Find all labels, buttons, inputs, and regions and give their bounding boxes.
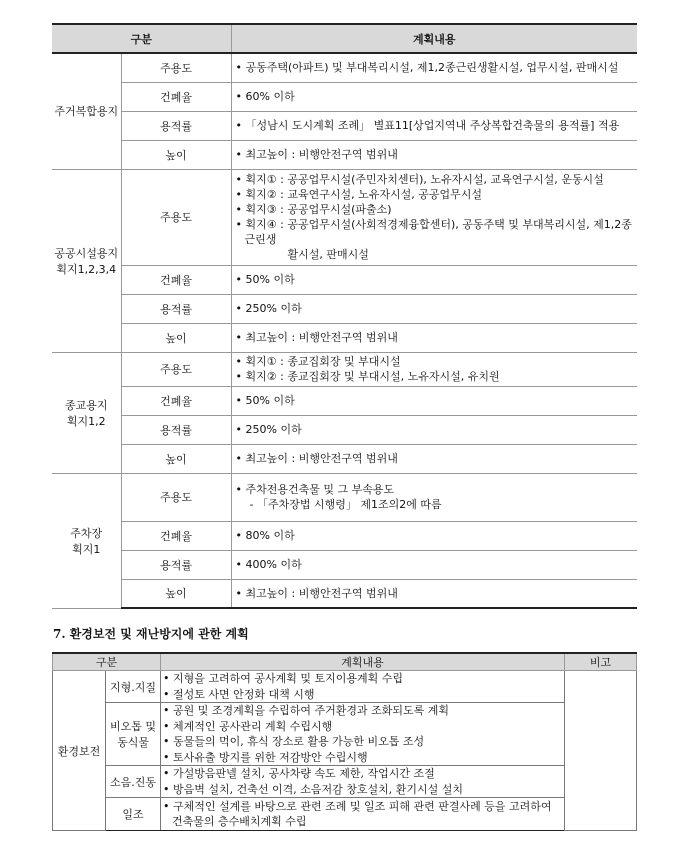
table-row	[53, 671, 637, 703]
row-label: 높이	[121, 323, 231, 352]
table-row	[52, 111, 637, 140]
table-row	[52, 323, 637, 352]
row-label: 비오톱 및 동식물	[106, 703, 161, 766]
row-label: 건폐율	[121, 82, 231, 111]
row-content: • 획지① : 종교집회장 및 부대시설 • 획지② : 종교집회장 및 부대시설, 노유자시설, 유치원	[231, 352, 637, 386]
row-content: • 최고높이 : 비행안전구역 범위내	[231, 140, 637, 169]
row-content: • 400% 이하	[231, 550, 637, 579]
row-label: 용적률	[121, 294, 231, 323]
header-category: 구분	[52, 24, 231, 53]
land-use-plan-table	[52, 23, 637, 609]
section-title: 7. 환경보전 및 재난방지에 관한 계획	[53, 627, 249, 641]
table-row	[52, 294, 637, 323]
group-name: 공공시설용지 획지1,2,3,4	[52, 169, 121, 352]
table-row	[52, 265, 637, 294]
row-label: 주용도	[121, 169, 231, 265]
table-row	[52, 53, 637, 82]
row-content: • 가설방음판넬 설치, 공사차량 속도 제한, 작업시간 조절 • 방음벽 설치, 건축선 이격, 소음저감 창호설치, 환기시설 설치	[161, 766, 565, 798]
row-label: 용적률	[121, 111, 231, 140]
row-content: • 지형을 고려하여 공사계획 및 토지이용계획 수립 • 절성토 사면 안정화 대책 시행	[161, 671, 565, 703]
table-row	[52, 444, 637, 473]
row-label: 주용도	[121, 53, 231, 82]
header-category: 구분	[53, 653, 161, 671]
header-plan-content: 계획내용	[231, 24, 637, 53]
row-label: 지형.지질	[106, 671, 161, 703]
table-row	[53, 798, 637, 831]
row-content: • 80% 이하	[231, 521, 637, 550]
row-label: 건폐율	[121, 521, 231, 550]
row-content: • 주차전용건축물 및 그 부속용도 - 「주차장법 시행령」 제1조의2에 따름	[231, 473, 637, 521]
row-label: 건폐율	[121, 265, 231, 294]
table-header-row	[53, 653, 637, 671]
row-content: • 60% 이하	[231, 82, 637, 111]
table-row	[52, 352, 637, 386]
row-label: 주용도	[121, 473, 231, 521]
row-content: • 최고높이 : 비행안전구역 범위내	[231, 444, 637, 473]
row-content: • 「성남시 도시계획 조례」 별표11[상업지역내 주상복합건축물의 용적률] 적용	[231, 111, 637, 140]
header-remarks: 비고	[565, 653, 637, 671]
row-content: • 50% 이하	[231, 386, 637, 415]
row-content: • 250% 이하	[231, 294, 637, 323]
table-row	[52, 82, 637, 111]
row-label: 용적률	[121, 415, 231, 444]
row-content: • 최고높이 : 비행안전구역 범위내	[231, 323, 637, 352]
header-plan-content: 계획내용	[161, 653, 565, 671]
table-row	[52, 415, 637, 444]
group-name: 종교용지 획지1,2	[52, 352, 121, 473]
table-row	[53, 703, 637, 766]
row-label: 높이	[121, 140, 231, 169]
row-content: • 공원 및 조경계획을 수립하여 주거환경과 조화되도록 계획 • 체계적인 공사관리 계획 수립시행 • 동물들의 먹이, 휴식 장소로 활용 가능한 비오톱 조성 • 토사유출 방지를 위한 저감방안 수립시행	[161, 703, 565, 766]
table-row	[52, 140, 637, 169]
table-row	[52, 169, 637, 265]
row-content: • 구체적인 설계를 바탕으로 관련 조례 및 일조 피해 관련 판결사례 등을 고려하여 건축물의 층수배치계획 수립	[161, 798, 565, 831]
row-content: • 획지① : 공공업무시설(주민자치센터), 노유자시설, 교육연구시설, 운동시설 • 획지② : 교육연구시설, 노유자시설, 공공업무시설 • 획지③ : 공공업무시설(파출소) • 획지④ : 공공업무시설(사회적경제융합센터), 공동주택 및 부대복리시설, 제1,2종근린생 활시설, 판매시설	[231, 169, 637, 265]
row-label: 용적률	[121, 550, 231, 579]
table-row	[52, 386, 637, 415]
group-name: 환경보전	[53, 671, 106, 831]
environment-plan-table	[52, 652, 637, 831]
row-label: 건폐율	[121, 386, 231, 415]
row-label: 높이	[121, 444, 231, 473]
row-label: 주용도	[121, 352, 231, 386]
group-name: 주거복합용지	[52, 53, 121, 169]
table-row	[52, 473, 637, 521]
row-content: • 250% 이하	[231, 415, 637, 444]
table-row	[52, 521, 637, 550]
row-content: • 공동주택(아파트) 및 부대복리시설, 제1,2종근린생활시설, 업무시설, 판매시설	[231, 53, 637, 82]
table-row	[52, 550, 637, 579]
group-name: 주차장 획지1	[52, 473, 121, 608]
row-content: • 50% 이하	[231, 265, 637, 294]
remarks-cell	[565, 671, 637, 831]
table-row	[52, 579, 637, 608]
row-label: 일조	[106, 798, 161, 831]
row-content: • 최고높이 : 비행안전구역 범위내	[231, 579, 637, 608]
row-label: 소음.진동	[106, 766, 161, 798]
table-header-row	[52, 24, 637, 53]
table-row	[53, 766, 637, 798]
row-label: 높이	[121, 579, 231, 608]
